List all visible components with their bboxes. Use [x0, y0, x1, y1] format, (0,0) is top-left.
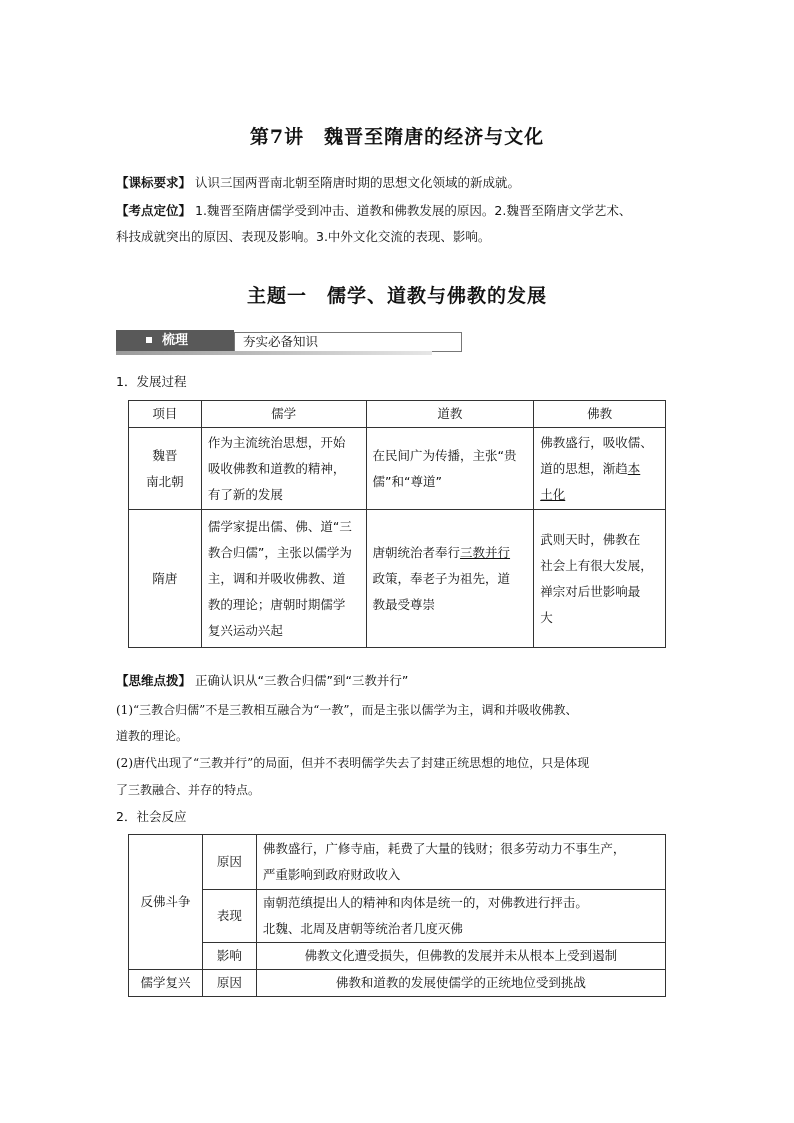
- reason2-label: 原因: [202, 970, 256, 997]
- impact-label: 影响: [202, 943, 256, 970]
- page-title: 第7讲 魏晋至隋唐的经济与文化: [249, 126, 545, 148]
- table-row: [129, 943, 666, 970]
- requirements-line: [116, 170, 676, 196]
- development-table: [128, 400, 666, 648]
- table-row: [129, 835, 666, 890]
- banner-label: 梳理: [162, 333, 189, 348]
- thinking-title: 正确认识从“三教合归儒”到“三教并行”: [195, 673, 409, 688]
- table-row: [129, 970, 666, 997]
- section-banner: [116, 330, 432, 354]
- reason2-cell: 佛教和道教的发展使儒学的正统地位受到挑战: [256, 970, 665, 997]
- banner-label-box: [116, 330, 234, 351]
- section2-title: 2．社会反应: [116, 809, 187, 824]
- positioning-text-1: 1.魏晋至隋唐儒学受到冲击、道教和佛教发展的原因。2.魏晋至隋唐文学艺术、: [195, 203, 632, 218]
- square-icon: [146, 337, 152, 343]
- reason-label: 原因: [202, 835, 256, 890]
- banner-sub-box: [234, 332, 462, 352]
- topic-title: 主题一 儒学、道教与佛教的发展: [246, 285, 547, 307]
- table-row: [129, 510, 666, 648]
- header-fo: 佛教: [534, 401, 666, 428]
- period-cell: 隋唐: [129, 510, 202, 648]
- reason-cell: 佛教盛行，广修寺庙，耗费了大量的钱财；很多劳动力不事生产， 严重影响到政府财政收入: [256, 835, 665, 890]
- dao-cell: 唐朝统治者奉行三教并行 政策，奉老子为祖先，道 教最受尊崇: [366, 510, 534, 648]
- section1-title: 1．发展过程: [116, 374, 187, 389]
- positioning-line-1: [116, 198, 676, 224]
- thinking-p2b: 了三教融合、并存的特点。: [116, 783, 261, 797]
- group-anti-buddhism: 反佛斗争: [129, 835, 203, 970]
- ru-cell: 作为主流统治思想，开始 吸收佛教和道教的精神， 有了新的发展: [201, 428, 366, 510]
- thinking-p1a: (1)“三教合归儒”不是三教相互融合为“一教”，而是主张以儒学为主，调和并吸收佛教、: [116, 703, 578, 717]
- thinking-tag: 【思维点拨】: [116, 673, 192, 688]
- underlined-term: 土化: [540, 486, 566, 502]
- fo-cell: 武则天时，佛教在 社会上有很大发展， 禅宗对后世影响最 大: [534, 510, 666, 648]
- ru-cell: 儒学家提出儒、佛、道“三 教合归儒”，主张以儒学为 主，调和并吸收佛教、道 教的理论；唐朝时期儒学 复兴运动兴起: [201, 510, 366, 648]
- table-row: [129, 890, 666, 943]
- thinking-p2a: (2)唐代出现了“三教并行”的局面，但并不表明儒学失去了封建正统思想的地位，只是体现: [116, 756, 590, 770]
- positioning-tag: 【考点定位】: [116, 203, 192, 218]
- performance-cell: 南朝范缜提出人的精神和肉体是统一的，对佛教进行抨击。 北魏、北周及唐朝等统治者几度灭佛: [256, 890, 665, 943]
- thinking-line: [116, 668, 676, 694]
- performance-label: 表现: [202, 890, 256, 943]
- period-cell: 魏晋 南北朝: [129, 428, 202, 510]
- social-reaction-table: [128, 834, 666, 997]
- underlined-term: 三教并行: [460, 544, 511, 560]
- underlined-term: 本: [627, 460, 641, 476]
- requirements-tag: 【课标要求】: [116, 175, 192, 190]
- banner-sub: 夯实必备知识: [243, 334, 319, 349]
- positioning-line-2: 科技成就突出的原因、表现及影响。3.中外文化交流的表现、影响。: [116, 229, 491, 244]
- group-confucian-revival: 儒学复兴: [129, 970, 203, 997]
- fo-cell: 佛教盛行，吸收儒、 道的思想，渐趋本 土化: [534, 428, 666, 510]
- thinking-p1b: 道教的理论。: [116, 729, 189, 743]
- banner-underline: [116, 351, 432, 355]
- requirements-text: 认识三国两晋南北朝至隋唐时期的思想文化领域的新成就。: [195, 175, 521, 190]
- header-item: 项目: [129, 401, 202, 428]
- dao-cell: 在民间广为传播，主张“贵 儒”和“尊道”: [366, 428, 534, 510]
- header-dao: 道教: [366, 401, 534, 428]
- impact-cell: 佛教文化遭受损失，但佛教的发展并未从根本上受到遏制: [256, 943, 665, 970]
- table-row: [129, 428, 666, 510]
- table-header-row: [129, 401, 666, 428]
- header-ru: 儒学: [201, 401, 366, 428]
